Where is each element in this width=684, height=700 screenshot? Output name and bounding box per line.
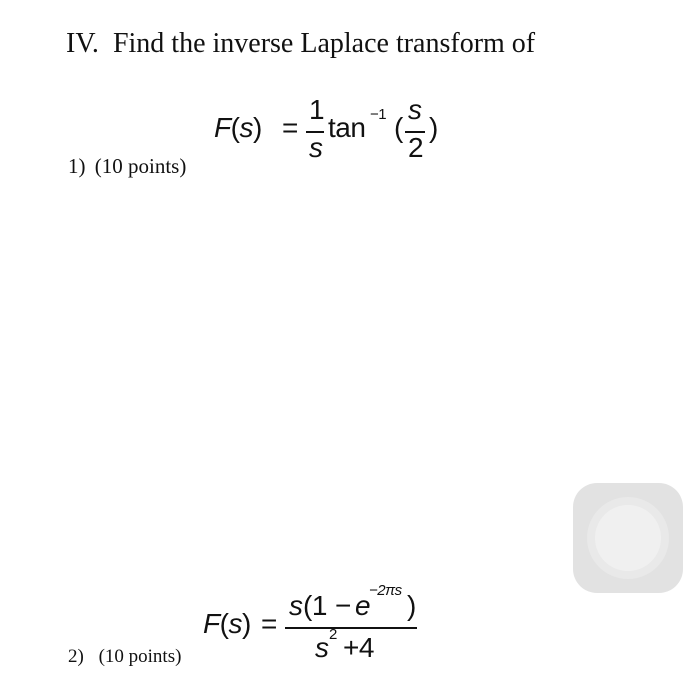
formula-2-equals: = <box>261 608 277 639</box>
assistive-touch-button[interactable] <box>573 483 683 593</box>
problem-1-points: (10 points) <box>94 154 187 178</box>
formula-1-paren-close: ) <box>252 112 262 143</box>
formula-1-function: F <box>214 112 231 143</box>
formula-1-arg-open: ( <box>394 112 403 143</box>
section-heading <box>66 28 535 60</box>
formula-2-den-superscript: 2 <box>329 626 337 643</box>
formula-2-num-e: e <box>355 590 371 621</box>
problem-1-formula <box>214 94 454 180</box>
formula-1-arg-close: ) <box>429 112 438 143</box>
formula-2-fraction <box>285 580 419 670</box>
formula-1-variable: s <box>239 112 253 143</box>
formula-2-paren-open: ( <box>219 608 229 639</box>
formula-2-function: F <box>203 608 220 639</box>
problem-2-points: (10 points) <box>98 646 182 667</box>
formula-1-paren-open: ( <box>230 112 240 143</box>
problem-1-number: 1) <box>68 154 86 178</box>
formula-1-arg-denominator: 2 <box>408 132 424 163</box>
formula-2-num-minus: − <box>335 590 351 621</box>
formula-1-arg-fraction <box>404 94 428 174</box>
section-title: Find the inverse Laplace transform of <box>112 28 536 59</box>
formula-1-arg-numerator: s <box>408 94 422 125</box>
formula-1-tan: tan <box>328 112 366 143</box>
formula-2-num-exponent: −2πs <box>369 582 402 599</box>
formula-2-variable: s <box>228 608 242 639</box>
problem-2-number: 2) <box>68 646 84 667</box>
formula-1-fraction <box>306 94 326 174</box>
formula-2-den-plus: +4 <box>343 632 374 663</box>
formula-2-num-close: ) <box>407 590 416 621</box>
formula-2-paren-close: ) <box>241 608 251 639</box>
formula-2-den-s: s <box>315 632 329 663</box>
problem-2-label <box>68 646 181 668</box>
assistive-touch-icon <box>595 505 661 571</box>
formula-1-equals: = <box>282 112 298 143</box>
formula-2-num-open: (1 <box>303 590 327 621</box>
problem-2-formula <box>203 580 433 670</box>
problem-1-label <box>68 154 186 179</box>
formula-1-frac-numerator: 1 <box>309 94 325 125</box>
formula-1-frac-denominator: s <box>309 132 323 163</box>
formula-1-tan-superscript: −1 <box>370 106 387 123</box>
formula-2-frac-bar <box>285 627 417 629</box>
formula-2-num-s: s <box>289 590 303 621</box>
section-numeral: IV. <box>66 28 99 59</box>
